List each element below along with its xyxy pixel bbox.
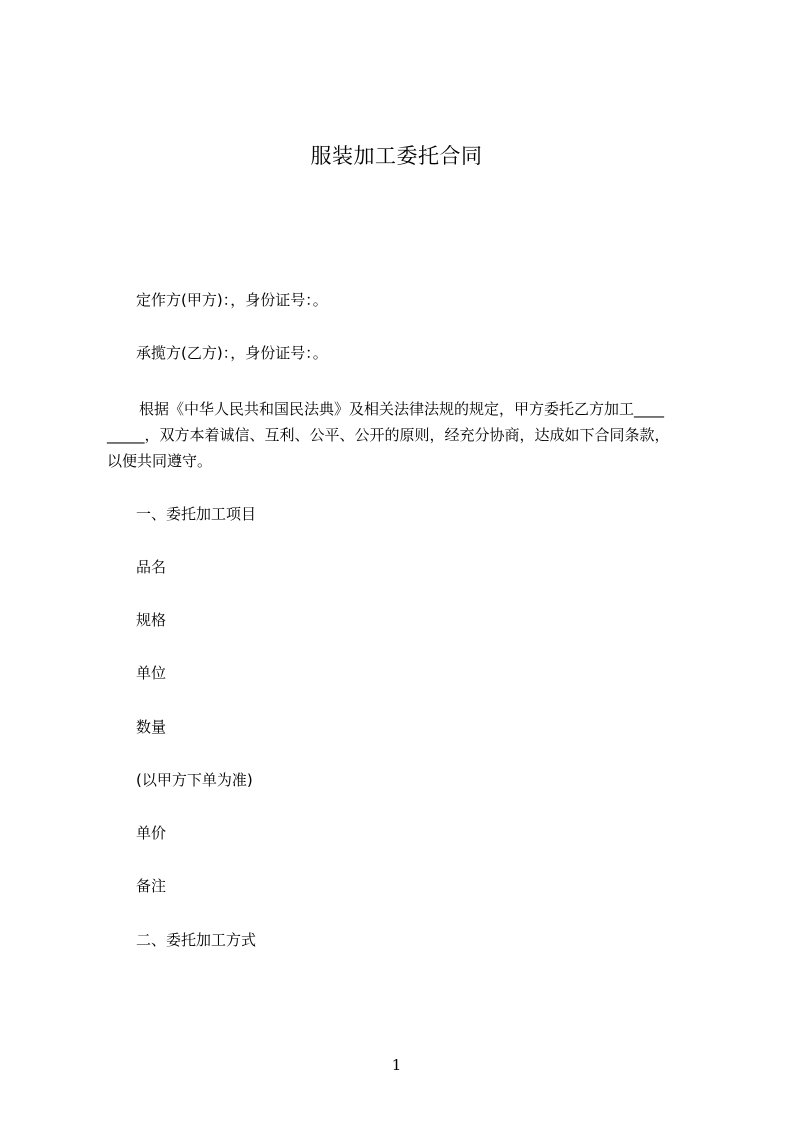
item-remarks: 备注 xyxy=(136,877,167,895)
preamble-line-3: 以便共同遵守。 xyxy=(107,452,213,470)
preamble-line-2: _____，双方本着诚信、互利、公平、公开的原则，经充分协商，达成如下合同条款， xyxy=(107,426,670,444)
preamble-paragraph xyxy=(107,396,687,474)
item-quantity-note: (以甲方下单为准) xyxy=(136,771,253,789)
party-b-line: 承揽方(乙方)：，身份证号：。 xyxy=(136,344,328,362)
item-unit: 单位 xyxy=(136,664,167,682)
item-specification: 规格 xyxy=(136,611,167,629)
preamble-line-1: 根据《中华人民共和国民法典》及相关法律法规的规定，甲方委托乙方加工____ xyxy=(139,400,665,418)
section-2-heading: 二、委托加工方式 xyxy=(136,931,257,949)
item-product-name: 品名 xyxy=(136,558,167,576)
item-quantity: 数量 xyxy=(136,718,167,736)
page-number: 1 xyxy=(391,1056,402,1074)
section-1-heading: 一、委托加工项目 xyxy=(136,505,257,523)
document-title: 服装加工委托合同 xyxy=(310,144,483,168)
item-unit-price: 单价 xyxy=(136,824,167,842)
party-a-line: 定作方(甲方)：，身份证号：。 xyxy=(136,291,328,309)
